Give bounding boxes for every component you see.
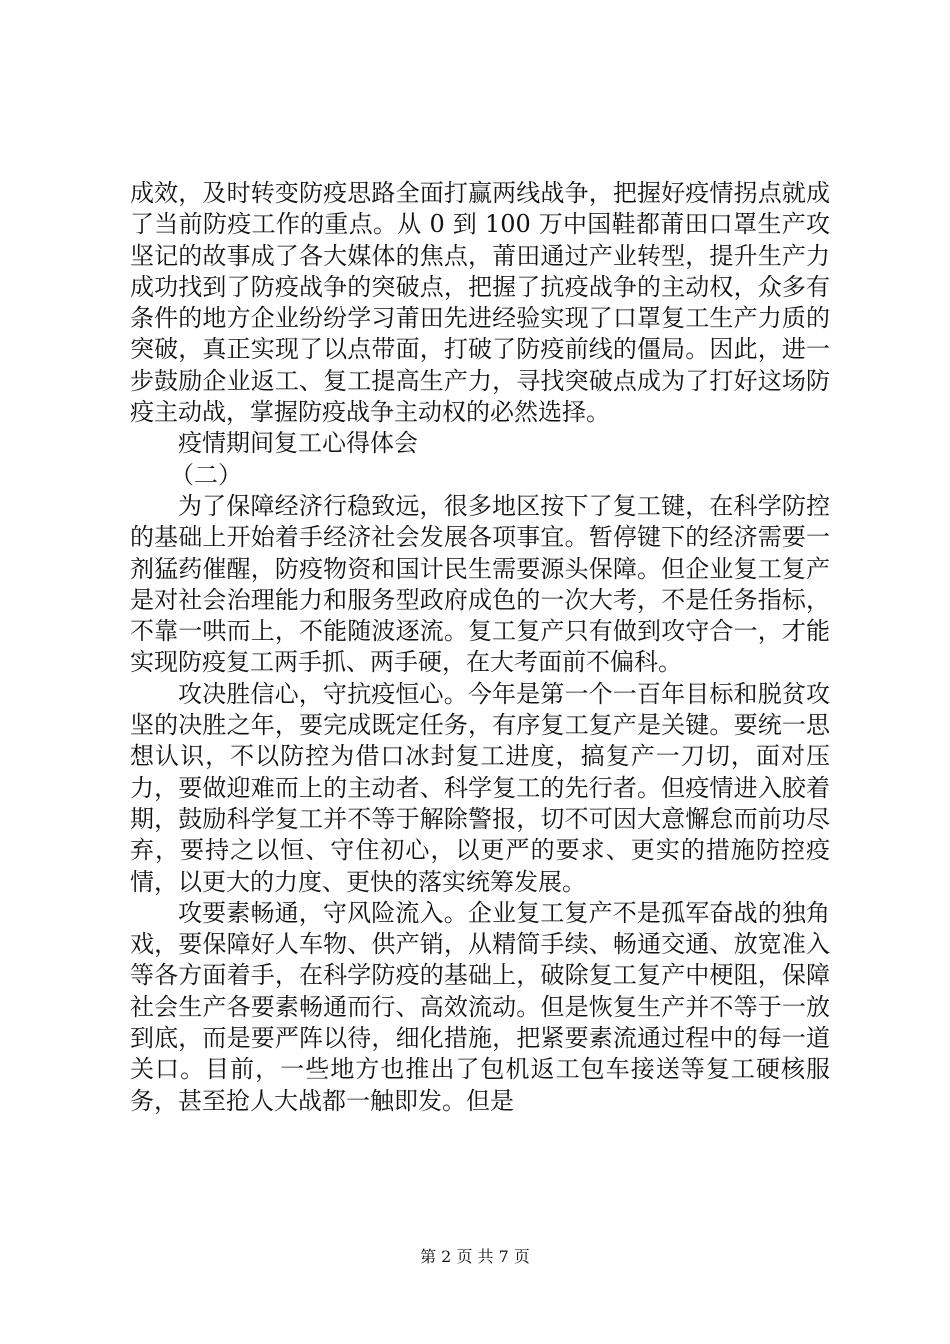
paragraph-3: 攻决胜信心，守抗疫恒心。今年是第一个一百年目标和脱贫攻坚的决胜之年，要完成既定任务，有序复工复产是关键。要统一思想认识，不以防控为借口冰封复工进度，搞复产一刀切，面对压力，要做迎难而上的主动者、科学复工的先行者。但疫情进入胶着期，鼓励科学复工并不等于解除警报，切不可因大意懈怠而前功尽弃，要持之以恒、守住初心，以更严的要求、更实的措施防控疫情，以更大的力度、更快的落实统筹发展。 (130, 679, 830, 896)
section-subheading: （二） (170, 460, 242, 489)
document-body (130, 178, 830, 1117)
paragraph-4: 攻要素畅通，守风险流入。企业复工复产不是孤军奋战的独角戏，要保障好人车物、供产销，从精简手续、畅通交通、放宽准入等各方面着手，在科学防疫的基础上，破除复工复产中梗阻，保障社会生产各要素畅通而行、高效流动。但是恢复生产并不等于一放到底，而是要严阵以待，细化措施，把紧要素流通过程中的每一道关口。目前，一些地方也推出了包机返工包车接送等复工硬核服务，甚至抢人大战都一触即发。但是 (130, 898, 830, 1115)
paragraph-2: 为了保障经济行稳致远，很多地区按下了复工键，在科学防控的基础上开始着手经济社会发展各项事宜。暂停键下的经济需要一剂猛药催醒，防疫物资和国计民生需要源头保障。但企业复工复产是对社会治理能力和服务型政府成色的一次大考，不是任务指标，不靠一哄而上，不能随波逐流。复工复产只有做到攻守合一，才能实现防疫复工两手抓、两手硬，在大考面前不偏科。 (130, 491, 830, 677)
page-number-footer: 第 2 页 共 7 页 (420, 1247, 530, 1266)
section-heading: 疫情期间复工心得体会 (178, 429, 418, 458)
paragraph-1: 成效，及时转变防疫思路全面打赢两线战争，把握好疫情拐点就成了当前防疫工作的重点。从 0 到 100 万中国鞋都莆田口罩生产攻坚记的故事成了各大媒体的焦点，莆田通过产业转型，提升生产力成功找到了防疫战争的突破点，把握了抗疫战争的主动权，众多有条件的地方企业纷纷学习莆田先进经验实现了口罩复工生产力质的突破，真正实现了以点带面，打破了防疫前线的僵局。因此，进一步鼓励企业返工、复工提高生产力，寻找突破点成为了打好这场防疫主动战，掌握防疫战争主动权的必然选择。 (130, 179, 830, 427)
